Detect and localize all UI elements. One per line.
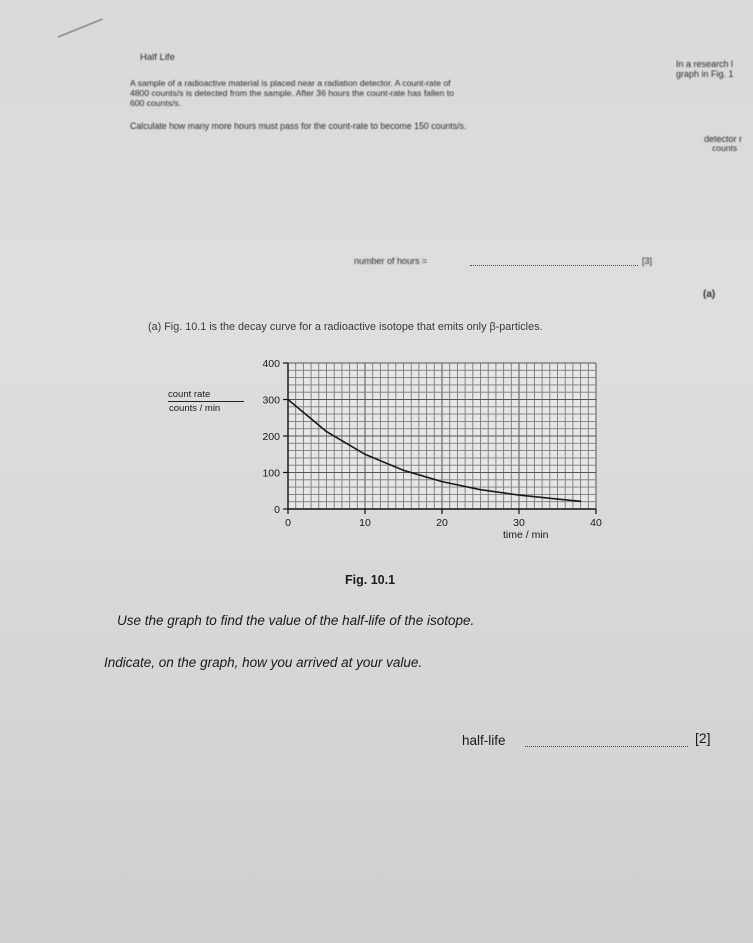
hours-answer-line[interactable] — [470, 265, 638, 266]
half-life-answer-line[interactable] — [525, 746, 688, 747]
y-axis-label-denominator: counts / min — [169, 403, 221, 414]
y-tick-label: 0 — [274, 504, 280, 516]
marks-label: [2] — [695, 730, 711, 746]
previous-question-title: Half Life — [140, 52, 175, 63]
y-axis-label-numerator: count rate — [168, 389, 211, 400]
y-tick-label: 200 — [262, 431, 280, 443]
figure-caption: Fig. 10.1 — [345, 573, 396, 587]
x-axis-label: time / min — [503, 529, 549, 541]
y-tick-label: 400 — [262, 358, 280, 370]
side-page-label: (a) — [703, 289, 716, 300]
side-page-text: detector r — [704, 134, 743, 144]
x-tick-label: 30 — [513, 517, 525, 529]
decay-curve-graph[interactable] — [250, 355, 610, 535]
hours-answer-label: number of hours = — [354, 256, 428, 266]
y-axis-label-divider — [168, 401, 244, 402]
side-page-text: graph in Fig. 1 — [676, 69, 734, 79]
task-indicate-method: Indicate, on the graph, how you arrived at your value. — [104, 655, 423, 670]
x-tick-label: 0 — [285, 517, 291, 529]
part-a-statement: (a) Fig. 10.1 is the decay curve for a radioactive isotope that emits only β-particles. — [148, 321, 543, 333]
previous-question-text-line: 600 counts/s. — [130, 98, 182, 108]
marks-label: [3] — [642, 256, 653, 266]
side-page-text: In a research l — [676, 59, 734, 69]
x-tick-label: 20 — [436, 517, 448, 529]
y-tick-label: 100 — [262, 467, 280, 480]
task-find-half-life: Use the graph to find the value of the half-life of the isotope. — [117, 613, 475, 628]
half-life-label: half-life — [462, 733, 506, 748]
y-tick-label: 300 — [262, 394, 280, 407]
x-tick-label: 40 — [590, 517, 602, 529]
previous-question-text-line: A sample of a radioactive material is placed near a radiation detector. A count-rate of — [130, 78, 451, 88]
side-page-text: counts — [712, 143, 738, 153]
previous-question-calculate: Calculate how many more hours must pass for the count-rate to become 150 counts/s. — [130, 121, 467, 131]
pencil-mark — [58, 18, 103, 38]
previous-question-text-line: 4800 counts/s is detected from the sample. After 36 hours the count-rate has fallen to — [130, 88, 454, 98]
x-tick-label: 10 — [359, 517, 371, 529]
